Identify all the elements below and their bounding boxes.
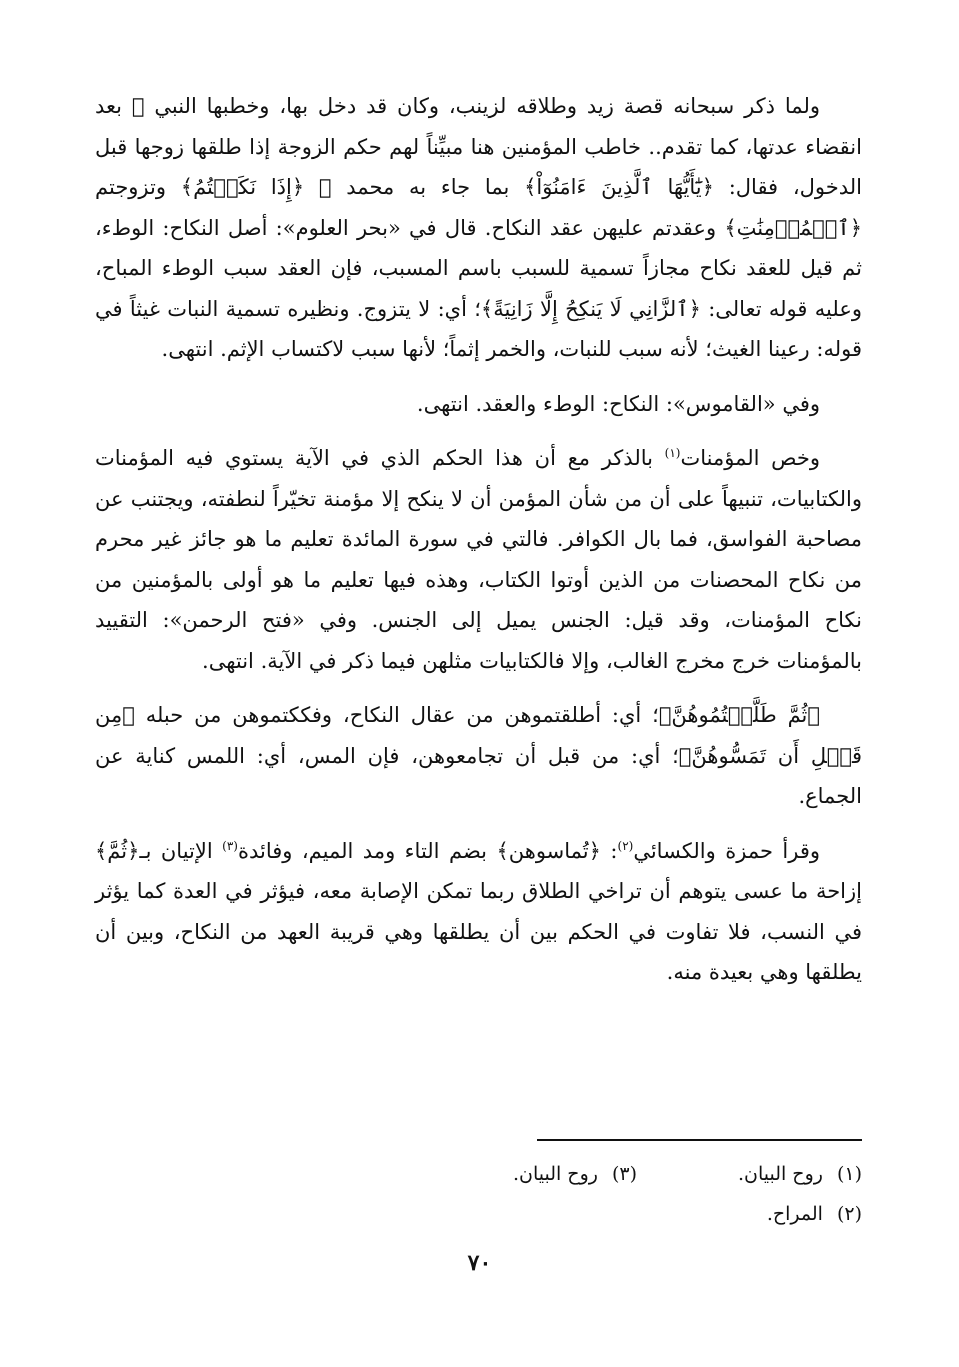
footnote-3 [412, 1154, 637, 1194]
footnote-text: المراح. [766, 1203, 823, 1225]
footnotes [95, 1154, 862, 1234]
paragraph-believing-women [95, 438, 862, 681]
paragraph-text: ﴿ثُمَّ طَلَّقۡتُمُوهُنَّ﴾؛ أي: أطلقتموهن من عقال النكاح، وفككتموهن من حبله ﴿مِن قَبۡلِ أَن تَمَسُّوهُنَّ﴾؛ أي: من قبل أن تجامعوهن، فإن المس، أي: اللمس كناية عن الجماع. [95, 703, 862, 808]
paragraph-text: : ﴿تُماسوهن﴾ بضم التاء ومد الميم، وفائدة [237, 838, 618, 863]
page-number: ٧٠ [467, 1250, 492, 1276]
paragraph-qamus [95, 384, 862, 425]
paragraph-text: وخص المؤمنات [680, 446, 820, 470]
footnote-1 [637, 1154, 862, 1194]
footnote-ref-1[interactable]: (١) [664, 446, 681, 460]
paragraph-divorce [95, 695, 862, 817]
footnote-number: (١) [836, 1163, 862, 1185]
footnote-row [95, 1194, 862, 1234]
paragraph-text: وفي «القاموس»: النكاح: الوطء والعقد. انتهى. [416, 391, 820, 416]
paragraph-text: وقرأ حمزة والكسائي [633, 838, 821, 863]
footnote-separator [537, 1139, 862, 1141]
paragraph-intro [95, 86, 862, 370]
footnote-row [95, 1154, 862, 1194]
footnote-number: (٣) [611, 1163, 637, 1185]
page-body [95, 86, 862, 1286]
footnote-2 [637, 1194, 862, 1234]
paragraph-text: بالذكر مع أن هذا الحكم الذي في الآية يستوي فيه المؤمنات والكتابيات، تنبيهاً على أن من شأن المؤمن أن لا ينكح إلا مؤمنة تخيّراً لنطفته، ويجتنب عن مصاحبة الفواسق، فما بال الكوافر. فالتي في سورة المائدة تعليم ما هو جائز غير محرم من نكاح المحصنات من الذين أوتوا الكتاب، وهذه فيها تعليم ما هو أولى بالمؤمنين من نكاح المؤمنات، وقد قيل: الجنس يميل إلى الجنس. وفي «فتح الرحمن»: التقييد بالمؤمنات خرج مخرج الغالب، وإلا فالكتابيات مثلهن فيما ذكر في الآية. انتهى. [95, 446, 862, 673]
footnote-ref-3[interactable]: (٣) [222, 838, 238, 853]
footnote-ref-2[interactable]: (٢) [617, 838, 634, 853]
paragraph-text: الإتيان بـ﴿ثُمَّ﴾ إزاحة ما عسى يتوهم أن تراخي الطلاق ربما تمكن الإصابة معه، فيؤثر في العدة كما يؤثر في النسب، فلا تفاوت في الحكم بين أن يطلقها وهي قريبة العهد من النكاح، وبين أن يطلقها وهي بعيدة منه. [95, 838, 862, 984]
footnote-text: روح البيان. [512, 1163, 598, 1185]
footnote-number: (٢) [836, 1203, 862, 1225]
paragraph-text: ولما ذكر سبحانه قصة زيد وطلاقه لزينب، وكان قد دخل بها، وخطبها النبي ﷺ بعد انقضاء عدتها، كما تقدم.. خاطب المؤمنين هنا مبيِّناً لهم حكم الزوجة إذا طلقها زوجها قبل الدخول، فقال: ﴿يَٰٓأَيُّهَا ٱلَّذِينَ ءَامَنُوٓاْ﴾ بما جاء به محمد ﷺ ﴿إِذَا نَكَحۡتُمُ﴾ وتزوجتم ﴿ٱلۡمُؤۡمِنَٰتِ﴾ وعقدتم عليهن عقد النكاح. قال في «بحر العلوم»: أصل النكاح: الوطء، ثم قيل للعقد نكاح مجازاً تسمية للسبب باسم المسبب، فإن العقد سبب الوطء المباح، وعليه قوله تعالى: ﴿ٱلزَّانِي لَا يَنكِحُ إِلَّا زَانِيَةً﴾؛ أي: لا يتزوج. ونظيره تسمية النبات غيثاً في قوله: رعينا الغيث؛ لأنه سبب للنبات، والخمر إثماً؛ لأنها سبب لاكتساب الإثم. انتهى. [95, 94, 862, 361]
paragraph-reading [95, 831, 862, 993]
footnote-text: روح البيان. [737, 1163, 823, 1185]
